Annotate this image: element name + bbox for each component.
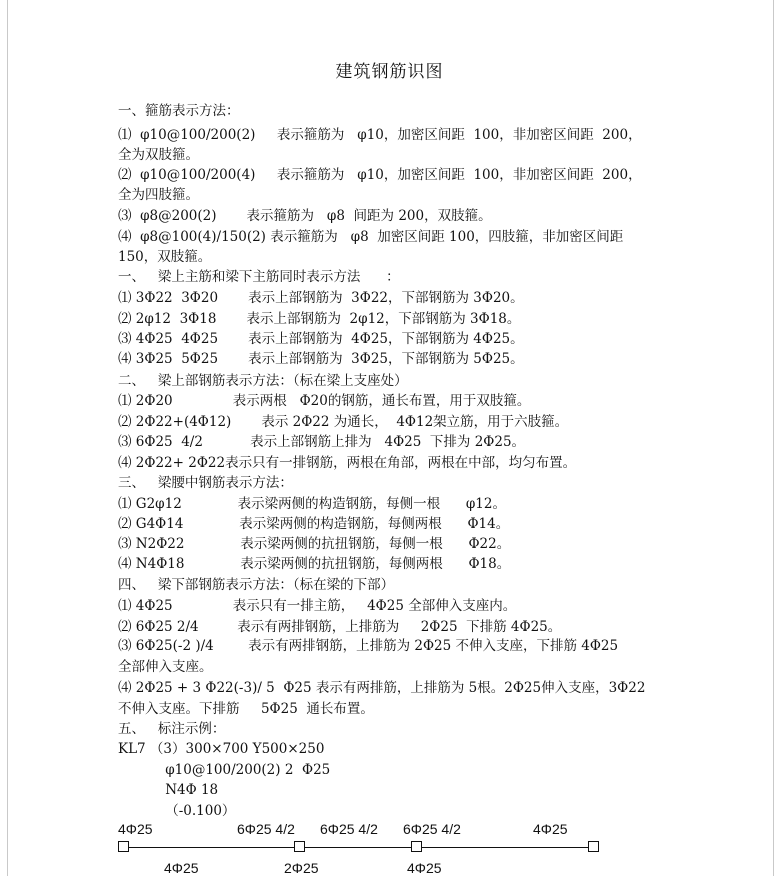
diagram-bottom-label-1: 4Φ25 <box>164 860 199 876</box>
diagram-bottom-label-3: 4Φ25 <box>407 860 442 876</box>
beam-diagram <box>118 837 618 857</box>
text-line: ⑴ 2Φ20 表示两根 Φ20的钢筋，通长布置，用于双肢箍。 <box>118 393 531 409</box>
diagram-top-label-3: 6Φ25 4/2 <box>320 821 378 837</box>
text-line: ⑷ 3Φ25 5Φ25 表示上部钢筋为 3Φ25，下部钢筋为 5Φ25。 <box>118 351 524 367</box>
support-2 <box>294 841 305 852</box>
diagram-top-label-5: 4Φ25 <box>533 821 568 837</box>
text-line: N4Φ 18 <box>118 782 219 798</box>
support-1 <box>118 841 129 852</box>
text-line: ⑵ 2Φ22+(4Φ12) 表示 2Φ22 为通长， 4Φ12架立筋，用于六肢箍。 <box>118 414 569 430</box>
text-line: ⑷ 2Φ25 + 3 Φ22(-3)/ 5 Φ25 表示有两排筋，上排筋为 5根。2Φ25伸入支座，3Φ22 <box>118 680 646 696</box>
text-line: 二、 梁上部钢筋表示方法：（标在梁上支座处） <box>118 373 408 389</box>
diagram-top-label-1: 4Φ25 <box>118 821 153 837</box>
text-line: ⑶ φ8@200(2) 表示箍筋为 φ8 间距为 200，双肢箍。 <box>118 208 492 224</box>
page-edge-right <box>773 0 774 876</box>
text-line: 全为双肢箍。 <box>118 147 199 163</box>
text-line: ⑷ N4Φ18 表示梁两侧的抗扭钢筋，每侧两根 Φ18。 <box>118 556 511 572</box>
support-4 <box>588 841 599 852</box>
text-line: ⑵ 2φ12 3Φ18 表示上部钢筋为 2φ12，下部钢筋为 3Φ18。 <box>118 311 521 327</box>
text-line: 全为四肢箍。 <box>118 187 199 203</box>
beam-line <box>128 847 598 848</box>
text-line: 三、 梁腰中钢筋表示方法： <box>118 475 293 491</box>
text-line: φ10@100/200(2) 2 Φ25 <box>118 762 331 778</box>
support-3 <box>411 841 422 852</box>
text-line: ⑴ φ10@100/200(2) 表示箍筋为 φ10，加密区间距 100，非加密区间距 200， <box>118 127 642 143</box>
diagram-top-label-2: 6Φ25 4/2 <box>237 821 295 837</box>
diagram-bottom-label-2: 2Φ25 <box>284 860 319 876</box>
text-line: ⑵ 6Φ25 2/4 表示有两排钢筋，上排筋为 2Φ25 下排筋 4Φ25。 <box>118 619 562 635</box>
text-line: ⑷ φ8@100(4)/150(2) 表示箍筋为 φ8 加密区间距 100，四肢箍，非加密区间距 <box>118 229 624 245</box>
text-line: ⑴ 3Φ22 3Φ20 表示上部钢筋为 3Φ22，下部钢筋为 3Φ20。 <box>118 290 524 306</box>
document-title: 建筑钢筋识图 <box>335 62 444 82</box>
text-line: 四、 梁下部钢筋表示方法：（标在梁的下部） <box>118 577 395 593</box>
text-line: ⑵ G4Φ14 表示梁两侧的构造钢筋，每侧两根 Φ14。 <box>118 516 510 532</box>
text-line: KL7 （3）300×700 Y500×250 <box>118 741 325 757</box>
text-line: ⑶ 6Φ25 4/2 表示上部钢筋上排为 4Φ25 下排为 2Φ25。 <box>118 434 526 450</box>
text-line: 不伸入支座。下排筋 5Φ25 通长布置。 <box>118 701 374 717</box>
text-line: ⑷ 2Φ22+ 2Φ22表示只有一排钢筋，两根在角部，两根在中部，均匀布置。 <box>118 455 577 471</box>
text-line: 全部伸入支座。 <box>118 659 213 675</box>
text-line: （-0.100） <box>118 803 236 819</box>
text-line: ⑶ 4Φ25 4Φ25 表示上部钢筋为 4Φ25，下部钢筋为 4Φ25。 <box>118 331 524 347</box>
text-line: 五、 标注示例： <box>118 721 226 737</box>
text-line: ⑶ N2Φ22 表示梁两侧的抗扭钢筋，每侧一根 Φ22。 <box>118 536 511 552</box>
diagram-top-label-4: 6Φ25 4/2 <box>403 821 461 837</box>
text-line: ⑴ G2φ12 表示梁两侧的构造钢筋，每侧一根 φ12。 <box>118 496 506 512</box>
text-line: 一、 梁上主筋和梁下主筋同时表示方法 ： <box>118 269 400 285</box>
text-line: ⑵ φ10@100/200(4) 表示箍筋为 φ10，加密区间距 100，非加密区间距 200， <box>118 167 642 183</box>
text-line: ⑴ 4Φ25 表示只有一排主筋， 4Φ25 全部伸入支座内。 <box>118 598 517 614</box>
text-line: 一、箍筋表示方法： <box>118 103 240 119</box>
page-edge-left <box>7 0 8 876</box>
text-line: 150，双肢箍。 <box>118 249 212 265</box>
text-line: ⑶ 6Φ25(-2 )/4 表示有两排钢筋，上排筋为 2Φ25 不伸入支座，下排筋 4Φ25 <box>118 638 619 654</box>
